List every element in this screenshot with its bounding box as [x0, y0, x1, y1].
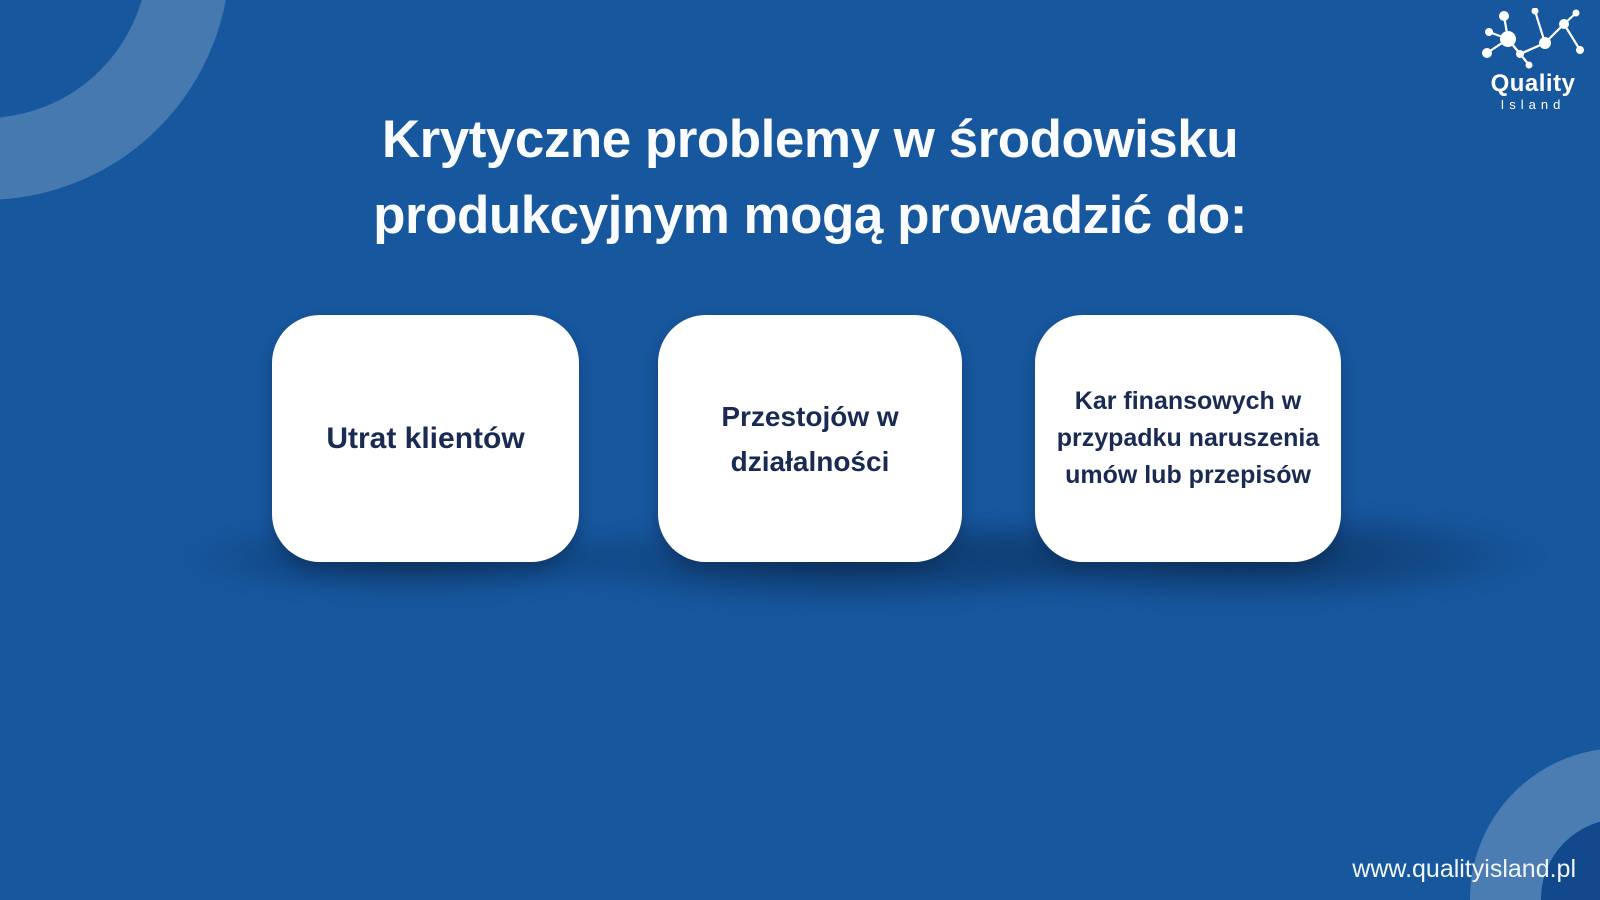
- card-financial-penalties-label: Kar finansowych w przypadku naruszenia umów lub przepisów: [1056, 387, 1320, 489]
- logo-name: Quality: [1490, 70, 1576, 97]
- card-lost-clients: [272, 315, 579, 562]
- card-lost-clients-label: Utrat klientów: [326, 421, 525, 455]
- card-business-downtime-label: Przestojów w działalności: [721, 400, 899, 477]
- quality-island-logo: [1448, 8, 1600, 112]
- slide-title-line-1: Krytyczne problemy w środowisku: [381, 110, 1239, 169]
- slide-title: [160, 102, 1460, 254]
- logo-subname: Island: [1500, 97, 1566, 112]
- card-financial-penalties: [1035, 315, 1341, 562]
- slide-title-line-2: produkcyjnym mogą prowadzić do:: [373, 186, 1247, 245]
- network-constellation-icon: [1481, 8, 1585, 70]
- website-url: www.qualityisland.pl: [1352, 855, 1576, 883]
- card-business-downtime: [658, 315, 962, 562]
